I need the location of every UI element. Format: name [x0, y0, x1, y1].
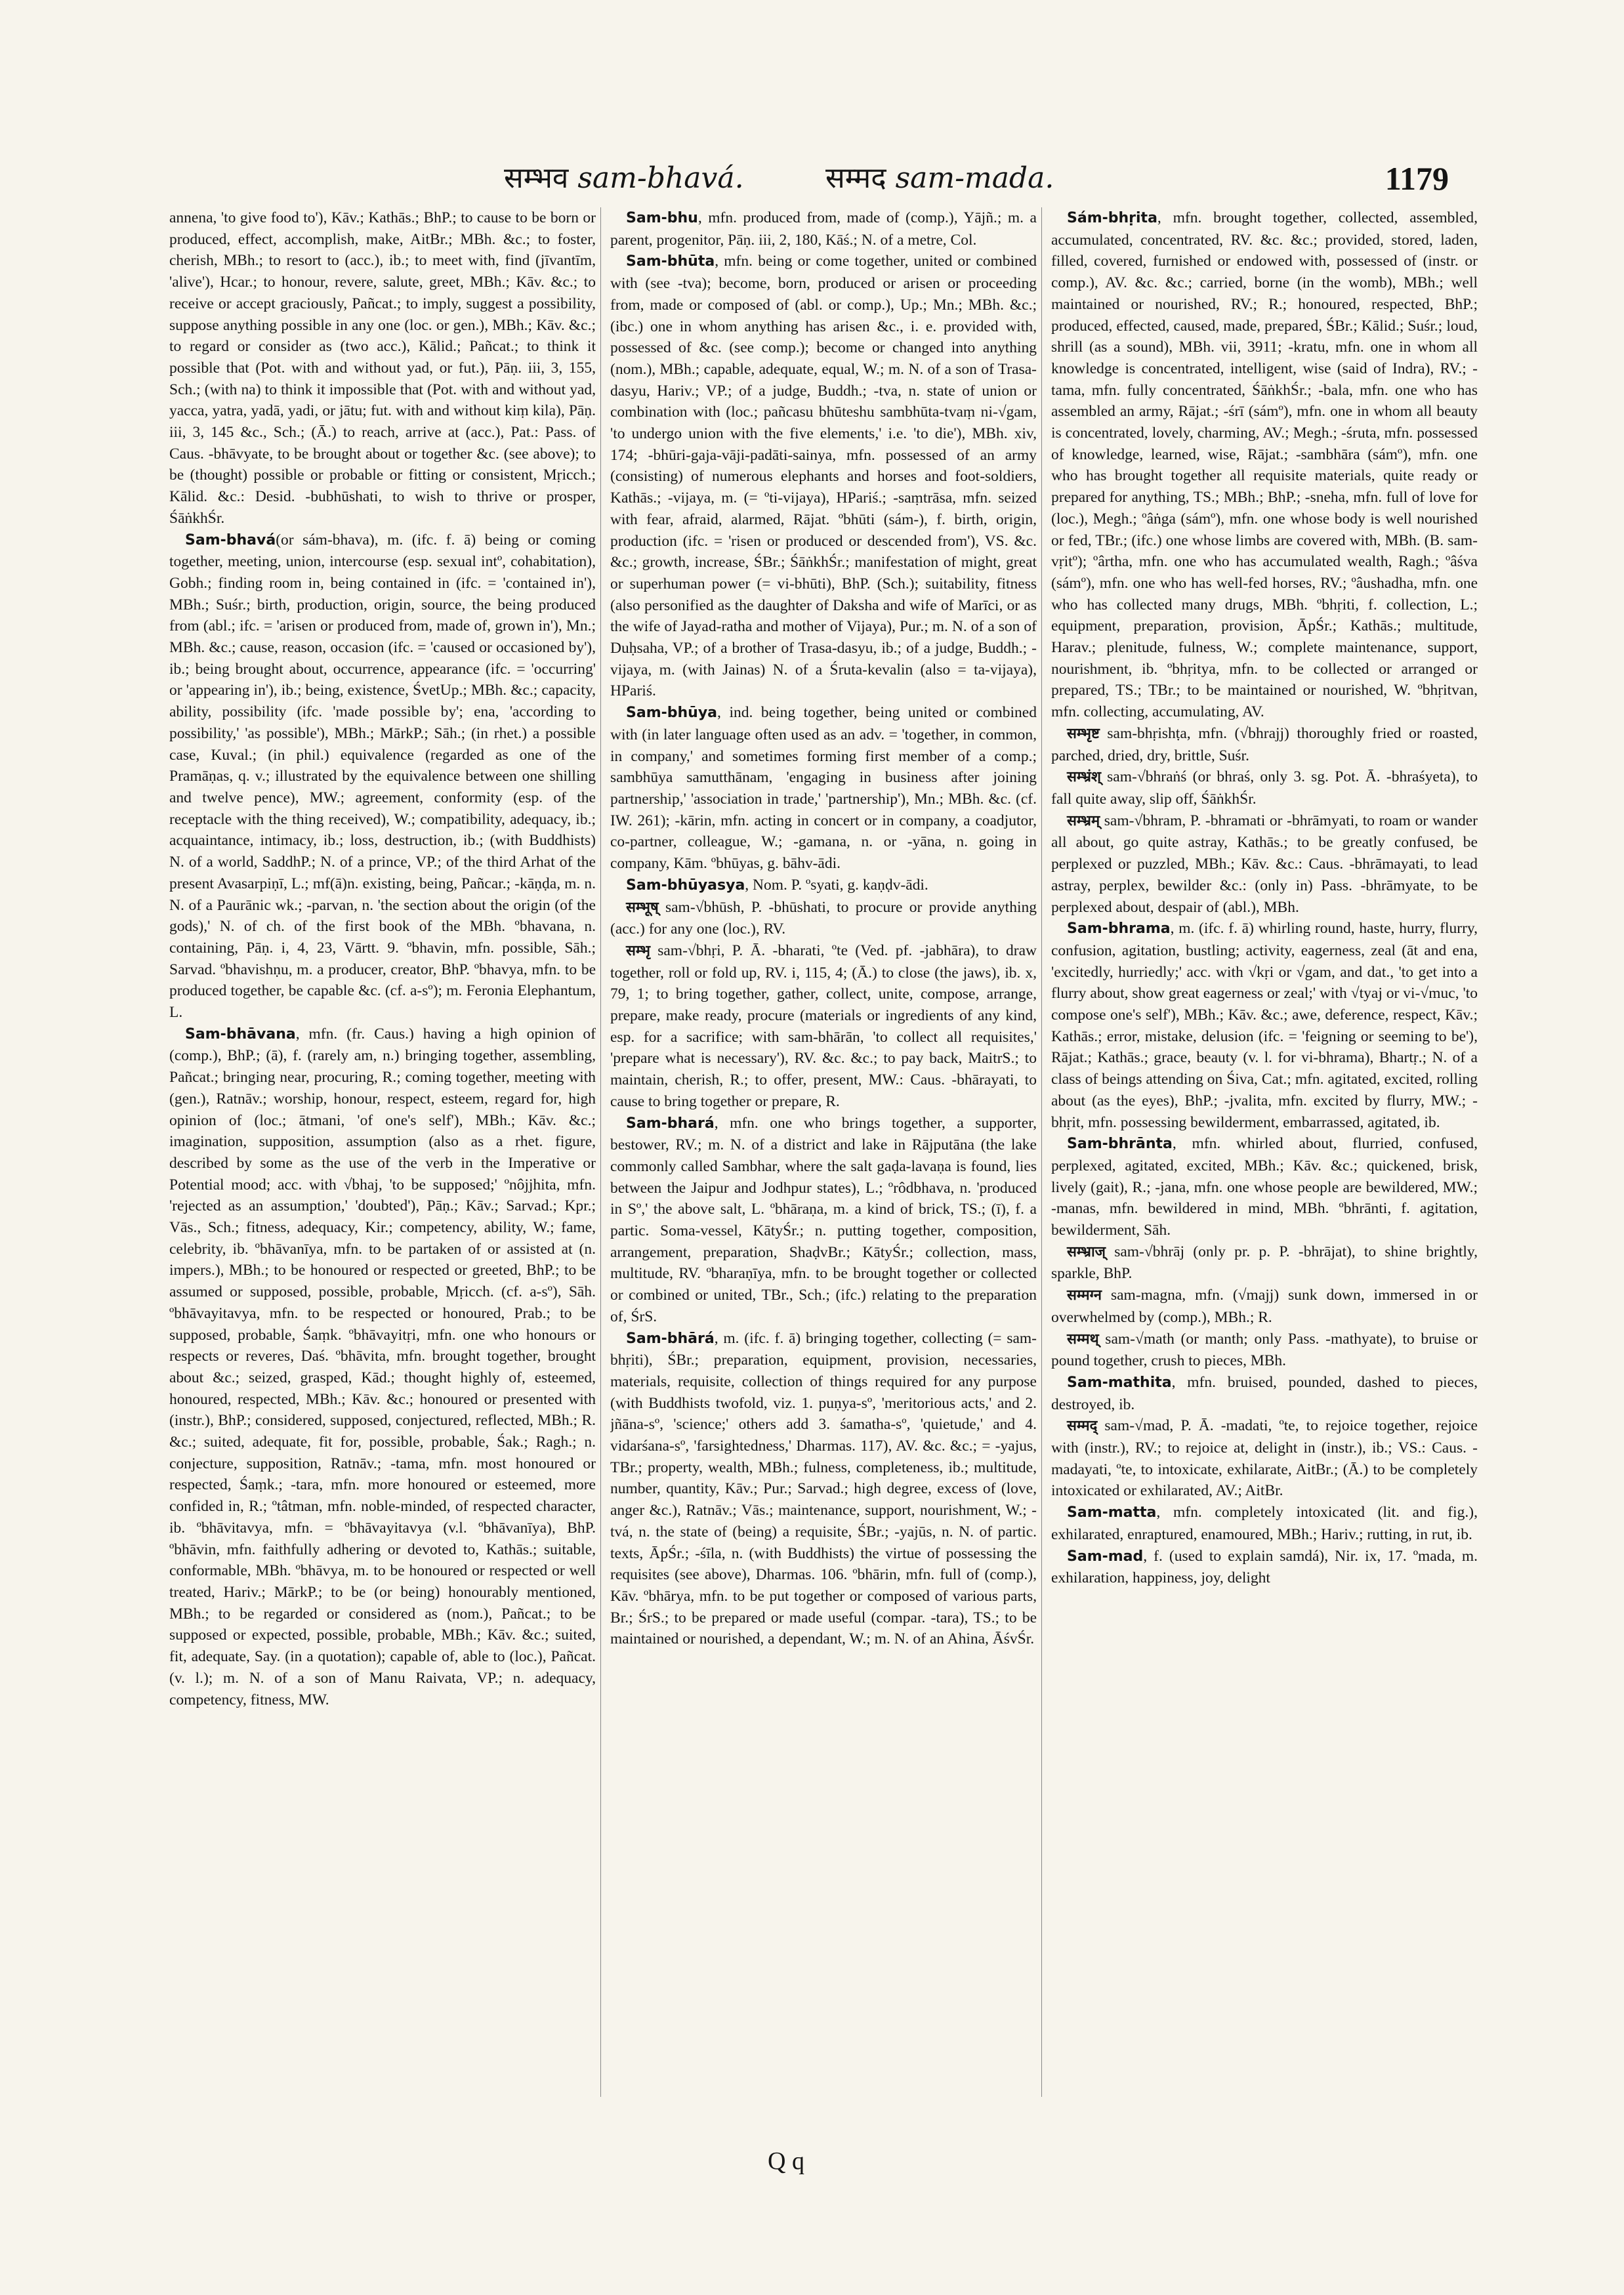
entry-text: , mfn. bruised, pounded, dashed to pieces, destroyed, ib.	[1051, 1373, 1478, 1413]
entry-headword: सम्भ्रंश्	[1067, 769, 1101, 786]
page-signature: Q q	[768, 2147, 804, 2175]
entry-headword: सम्भूष्	[626, 899, 659, 916]
entry-headword: सम्भृष्ट	[1067, 725, 1100, 742]
entry-headword: Sam-bhará	[626, 1115, 715, 1132]
entry-text: sam-√bhram, P. -bhramati or -bhrāmyati, to roam or wander all about, go quite astray, Kathās.; to be greatly confused, be perplexed or puzzled, MBh.; Kāv. &c.: Caus. -bhrāmayati, to lead astray, perplex, bewilder &c.: (only in) Pass. -bhrāmyate, to be perplexed about, despair of (abl.), MBh.	[1051, 812, 1478, 916]
entry-headword: Sam-bhavá	[185, 531, 276, 548]
entry-headword: सम्भ्राज्	[1067, 1243, 1106, 1260]
entry-headword: Sam-bhrānta	[1067, 1136, 1173, 1153]
entry-text: sam-bhṛishṭa, mfn. (√bhrajj) thoroughly fried or roasted, parched, dried, dry, brittle, Suśr.	[1051, 724, 1478, 764]
entry-text: , f. (used to explain samdá), Nir. ix, 17. ºmada, m. exhilaration, happiness, joy, delight	[1051, 1547, 1478, 1587]
entry-headword: Sam-bhūya	[626, 705, 718, 722]
entry-text: , mfn. whirled about, flurried, confused, perplexed, agitated, excited, MBh.; Kāv. &c.; quickened, brisk, lively (gait), R.; -jana, mfn. one whose people are bewildered, MW.; -manas, mfn. bewildered in mind, MBh. ºbhrānti, f. agitation, bewilderment, Sāh.	[1051, 1135, 1478, 1239]
entry-text: , Nom. P. ºsyati, g. kaṇḍv-ādi.	[745, 876, 928, 894]
dictionary-entry	[1051, 1241, 1478, 1285]
dictionary-entry	[169, 1023, 596, 1711]
dictionary-entry	[610, 1113, 1037, 1328]
dictionary-entry	[1051, 1372, 1478, 1415]
entry-text: , mfn. produced from, made of (comp.), Yājñ.; m. a parent, progenitor, Pāṇ. iii, 2, 180, Kāś.; N. of a metre, Col.	[610, 209, 1037, 249]
entry-text: , mfn. one who brings together, a supporter, bestower, RV.; m. N. of a district and lake in Rājputāna (the lake commonly called Sambhar, where the salt gaḍa-lavaṇa is found, lies between the Jaipur and Jodhpur states), L.; ºrôdbhava, n. 'produced in Sº,' the above salt, L. ºbhāraṇa, m. a kind of brick, TS.; (ī), f. a partic. Soma-vessel, KātyŚr.; n. putting together, composition, arrangement, preparation, ShaḍvBr.; KātyŚr.; collection, mass, multitude, RV. ºbharaṇīya, mfn. to be brought together or collected or combined or united, TBr., Sch.; (ifc.) relating to the preparation of, ŚrS.	[610, 1114, 1037, 1325]
dictionary-entry	[1051, 1502, 1478, 1545]
dictionary-entry	[1051, 1133, 1478, 1241]
entry-headword: Sám-bhṛita	[1067, 210, 1157, 226]
entry-headword: सम्भ्रम्	[1067, 812, 1100, 829]
entry-text: (or sám-bhava), m. (ifc. f. ā) being or coming together, meeting, union, intercourse (esp. sexual intº, cohabitation), Gobh.; finding room in, being contained in (ifc. = 'contained in'), MBh.; Suśr.; birth, production, origin, source, the being produced from (abl.; ifc. = 'arisen or produced from, made of, grown in'), Mn.; MBh. &c.; cause, reason, occasion (ifc. = 'caused or occasioned by'), ib.; being brought about, occurrence, appearance (ifc. = 'occurring' or 'appearing in'), ib.; being, existence, ŚvetUp.; MBh. &c.; capacity, ability, possibility (ifc. 'made possible by'; ena, 'according to possibility,' 'as possible'), MBh.; MārkP.; Sāh.; (in rhet.) a possible case, Kuval.; (in phil.) equivalence (regarded as one of the Pramāṇas, q. v.; illustrated by the equivalence between one shilling and twelve pence), MW.; agreement, conformity (esp. of the receptacle with the thing received), W.; compatibility, adequacy, ib.; acquaintance, intimacy, ib.; loss, destruction, ib.; (with Buddhists) N. of a world, SaddhP.; N. of a prince, VP.; of the third Arhat of the present Avasarpiṇī, L.; mf(ā)n. existing, being, Pañcar.; -kāṇḍa, m. n. N. of a Paurānic wk.; -parvan, n. 'the section about the origin (of the gods),' N. of ch. of the first book of the MBh. ºbhavana, n. containing, Pāṇ. i, 4, 23, Vārtt. 9. ºbhavin, mfn. possible, Sāh.; Sarvad. ºbhavishṇu, m. a producer, creator, BhP. ºbhavya, mfn. to be produced together, be capable &c. (cf. a-sº); m. Feronia Elephantum, L.	[169, 531, 596, 1022]
entry-text: , ind. being together, being united or combined with (in later language often used as an adv. = 'together, in common, in company,' and sometimes forming first member of a comp.; sambhūya samutthānam, 'engaging in business after joining partnership,' 'association in trade,' 'partnership'), Mn.; MBh. &c. (cf. IW. 261); -kārin, mfn. acting in concert or in company, a coadjutor, co-partner, colleague, W.; -gamana, n. or -yāna, n. going in company, Kām. ºbhūyas, g. bāhv-ādi.	[610, 704, 1037, 873]
entry-text: , mfn. being or come together, united or combined with (see -tva); become, born, produced or arisen or proceeding from, made or composed of (abl. or comp.), Up.; Mn.; MBh. &c.; (ibc.) one in whom anything has arisen &c., i. e. provided with, possessed of &c. (see comp.); become or changed into anything (nom.), MBh.; capable, adequate, equal, W.; m. N. of a son of Trasa-dasyu, Hariv.; VP.; of a judge, Buddh.; -tva, n. state of union or combination with (loc.; pañcasu bhūteshu sambhūta-tvaṃ ni-√gam, 'to undergo union with the five elements,' i.e. 'to die'), MBh. xiv, 174; -bhūri-gaja-vāji-padāti-sainya, mfn. possessed of an army (consisting) of numerous elephants and horses and foot-soldiers, Kathās.; -vijaya, m. (= ºti-vijaya), HPariś.; -saṃtrāsa, mfn. seized with fear, afraid, alarmed, Rājat. ºbhūti (sám-), f. birth, origin, production (ifc. = 'risen or produced or descended from'), VS. &c. &c.; growth, increase, ŚBr.; ŚāṅkhŚr.; manifestation of might, great or superhuman power (= vi-bhūti), BhP. (Sch.); suitability, fitness (also personified as the daughter of Daksha and wife of Marīci, or as the wife of Jayad-ratha and mother of Vijaya), Pur.; m. N. of a son of Duḥsaha, VP.; of a brother of Trasa-dasyu, ib.; of a judge, Buddh.; -vijaya, m. (with Jainas) N. of a Śruta-kevalin (also = ta-vijaya), HPariś.	[610, 253, 1037, 700]
dictionary-entry	[1051, 810, 1478, 919]
column-2	[610, 207, 1037, 2097]
entry-text: sam-√bhūsh, P. -bhūshati, to procure or provide anything (acc.) for any one (loc.), RV.	[610, 898, 1037, 938]
dictionary-entry	[1051, 766, 1478, 810]
entry-text: annena, 'to give food to'), Kāv.; Kathās.; BhP.; to cause to be born or produced, effect, accomplish, make, AitBr.; MBh. &c.; to foster, cherish, MBh.; to resort to (acc.), ib.; to meet with, find (jīvantīm, 'alive'), Hcar.; to honour, revere, salute, greet, MBh.; Kāv. &c.; to receive or accept graciously, Pañcat.; to imply, suggest a possibility, suppose anything possible in any one (loc. or gen.), MBh.; Kāv. &c.; to regard or consider as (two acc.), Kālid.; Pañcat.; to think it possible that (Pot. with and without yad, or fut.), Pāṇ. iii, 3, 155, Sch.; (with na) to think it impossible that (Pot. with and without yad, yacca, yatra, yadā, yadi, or jātu; fut. with and without kiṃ kila), Pāṇ. iii, 3, 145 &c., Sch.; (Ā.) to reach, arrive at (acc.), Pat.: Pass. of Caus. -bhāvyate, to be brought about or together &c. (see above); to be (thought) possible or probable or fitting or consistent, Mṛicch.; Kālid. &c.: Desid. -bubhūshati, to wish to thrive or prosper, ŚāṅkhŚr.	[169, 209, 596, 527]
entry-text: sam-√bhṛi, P. Ā. -bharati, ºte (Ved. pf. -jabhāra), to draw together, roll or fold up, RV. i, 115, 4; (Ā.) to close (the jaws), ib. x, 79, 1; to bring together, gather, collect, unite, compose, arrange, prepare, make ready, procure (materials or ingredients of any kind, esp. for a sacrifice; with sam-bhārān, 'to collect all requisites,' 'prepare what is necessary'), RV. &c. &c.; to pay back, MaitrS.; to maintain, cherish, R.; to offer, present, MW.: Caus. -bhārayati, to cause to bring together or prepare, R.	[610, 941, 1037, 1110]
entry-headword: सम्मथ्	[1067, 1331, 1099, 1348]
header-mid-headword: सम्मद sam-mada.	[825, 161, 1054, 195]
entry-headword: सम्मद्	[1067, 1418, 1098, 1435]
entry-text: , mfn. completely intoxicated (lit. and fig.), exhilarated, enraptured, enamoured, MBh.; Hariv.; rutting, in rut, ib.	[1051, 1504, 1478, 1543]
entry-headword: Sam-bhārá	[626, 1330, 715, 1347]
dictionary-entry	[169, 207, 596, 529]
dictionary-entry	[610, 875, 1037, 897]
entry-text: , mfn. (fr. Caus.) having a high opinion of (comp.), BhP.; (ā), f. (rarely am, n.) bringing together, assembling, Pañcat.; bringing near, procuring, R.; coming together, meeting with (gen.), Ratnāv.; worship, honour, respect, esteem, regard for, high opinion of (loc.; ātmani, 'of one's self'), MBh.; Kāv. &c.; imagination, supposition, assumption (also as a rhet. figure, described by some as the use of the verb in the Imperative or Potential mood; acc. with √bhaj, 'to be supposed;' ºnôjjhita, mfn. 'rejected as an assumption,' 'doubted'), Pāṇ.; Kāv.; Sarvad.; Kpr.; Vās., Sch.; fitness, adequacy, Kir.; competency, ability, W.; fame, celebrity, ib. ºbhāvanīya, mfn. to be partaken of or assisted at (n. impers.), MBh.; to be honoured or respected or greeted, BhP.; to be assumed or supposed, possible, probable, Mṛicch. (cf. a-sº), Sāh. ºbhāvayitavya, mfn. to be respected or honoured, Prab.; to be supposed, probable, Śaṃk. ºbhāvayitṛi, mfn. one who honours or respects or reveres, Daś. ºbhāvita, mfn. brought together, brought about &c.; seized, grasped, Kād.; thought highly of, esteemed, honoured, respected, MBh.; Kāv. &c.; honoured or presented with (instr.), BhP.; considered, supposed, conjectured, reflected, MBh.; R. &c.; suited, adequate, fit for, possible, probable, Śak.; Ragh.; n. conjecture, supposition, Ratnāv.; -tama, mfn. most honoured or respected, Śaṃk.; -tara, mfn. more honoured or esteemed, more confided in, R.; ºtâtman, mfn. noble-minded, of respected character, ib. ºbhāvitavya, mfn. = ºbhāvayitavya (v.l. ºbhāvanīya), BhP. ºbhāvin, mfn. faithfully adhering or devoted to, Kathās.; suitable, conformable, MBh. ºbhāvya, m. to be honoured or respected or well treated, Hariv.; MārkP.; to be (or being) honourably mentioned, MBh.; to be regarded or considered as (nom.), Pañcat.; to be supposed or expected, possible, probable, MBh.; Kāv. &c.; suited, fit, adequate, Say. (in a quotation); capable of, able to (loc.), Pañcat. (v. l.); m. N. of a son of Manu Raivata, VP.; n. adequacy, competency, fitness, MW.	[169, 1025, 596, 1708]
dictionary-entry	[1051, 1329, 1478, 1372]
entry-headword: सम्मग्न	[1067, 1287, 1102, 1304]
dictionary-entry	[1051, 207, 1478, 723]
dictionary-entry	[1051, 723, 1478, 766]
entry-headword: Sam-bhu	[626, 210, 698, 226]
page-number: 1179	[1385, 160, 1449, 197]
dictionary-entry	[610, 207, 1037, 251]
entry-text: , mfn. brought together, collected, assembled, accumulated, concentrated, RV. &c. &c.; provided, stored, laden, filled, covered, furnished or endowed with, possessed of (instr. or comp.), AV. &c. &c.; carried, borne (in the womb), MBh.; well maintained or nourished, RV.; R.; honoured, respected, BhP.; produced, effected, caused, made, prepared, ŚBr.; Kālid.; Suśr.; loud, shrill (as a sound), MBh. vii, 3911; -kratu, mfn. one in whom all knowledge is concentrated, intelligent, wise (said of Indra), RV.; -tama, mfn. fully concentrated, ŚāṅkhŚr.; -bala, mfn. one who has assembled an army, Rājat.; -śrī (sámº), mfn. one in whom all beauty is concentrated, lovely, charming, AV.; Megh.; -śruta, mfn. possessed of knowledge, learned, wise, Rājat.; -sambhāra (sámº), mfn. one who has brought together all requisite materials, quite ready or prepared for anything, TS.; MBh.; BhP.; -sneha, mfn. full of love for (loc.), Megh.; ºâṅga (sámº), mfn. one whose body is well nourished or fed, TBr.; (ifc.) one whose limbs are covered with, MBh. (B. sam-vṛitº); ºârtha, mfn. one who has accumulated wealth, Ragh.; ºâśva (sámº), mfn. one who has well-fed horses, RV.; ºâushadha, mfn. one who has collected many drugs, MBh. ºbhṛiti, f. collection, L.; equipment, preparation, provision, ĀpŚr.; Kathās.; multitude, Harav.; plenitude, fulness, W.; complete maintenance, support, nourishment, ib. ºbhṛitya, mfn. to be collected or arranged or prepared, TS.; TBr.; to be maintained or nourished, W. ºbhṛitvan, mfn. collecting, accumulating, AV.	[1051, 209, 1478, 721]
dictionary-entry	[1051, 918, 1478, 1133]
dictionary-entry	[1051, 1415, 1478, 1502]
entry-headword: Sam-mad	[1067, 1548, 1144, 1565]
entry-text: sam-√bhrāj (only pr. p. P. -bhrājat), to shine brightly, sparkle, BhP.	[1051, 1243, 1478, 1283]
entry-text: , m. (ifc. f. ā) bringing together, collecting (= sam-bhṛiti), ŚBr.; preparation, equipment, provision, necessaries, materials, requisite, collection of things required for any purpose (with Buddhists twofold, viz. 1. puṇya-sº, 'meritorious acts,' and 2. jñāna-sº, 'science;' others add 3. śamatha-sº, 'quietude,' and 4. vidarśana-sº, 'farsightedness,' Dharmas. 117), AV. &c. &c.; = -yajus, TBr.; property, wealth, MBh.; fulness, completeness, ib.; multitude, number, quantity, Kāv.; Pur.; Sarvad.; high degree, excess of (love, anger &c.), Ratnāv.; Vās.; maintenance, support, nourishment, W.; -tvá, n. the state of (being) a requisite, ŚBr.; -yajūs, n. N. of partic. texts, ĀpŚr.; -śīla, n. (with Buddhists) the virtue of possessing the requisites (see above), Dharmas. 106. ºbhārin, mfn. full of (comp.), Kāv. ºbhārya, mfn. to be put together or composed of various parts, Br.; ŚrS.; to be prepared or made useful (compar. -tara), TS.; to be maintained or nourished, a dependant, W.; m. N. of an Ahina, ĀśvŚr.	[610, 1329, 1037, 1648]
column-1	[169, 207, 596, 2097]
entry-text: sam-magna, mfn. (√majj) sunk down, immersed in or overwhelmed by (comp.), MBh.; R.	[1051, 1287, 1478, 1326]
running-header	[163, 152, 1449, 205]
entry-text: , m. (ifc. f. ā) whirling round, haste, hurry, flurry, confusion, agitation, bustling; activity, eagerness, zeal (āt and ena, 'excitedly, hurriedly;' acc. with √kṛi or √gam, and dat., 'to get into a flurry about, show great eagerness or zeal;' with √tyaj or vi-√muc, 'to compose one's self'), MBh.; Kāv. &c.; awe, deference, respect, Kāv.; Kathās.; error, mistake, delusion (ifc. = 'feigning or seeming to be'), Rājat.; Kathās.; grace, beauty (v. l. for vi-bhrama), Bhartṛ.; N. of a class of beings attending on Śiva, Cat.; mfn. agitated, excited, rolling about (as the eyes), BhP.; -jvalita, mfn. excited by flurry, MW.; -bhṛit, mfn. possessing bewilderment, embarrassed, agitated, ib.	[1051, 920, 1478, 1131]
dictionary-entry	[610, 702, 1037, 875]
entry-headword: Sam-bhūta	[626, 253, 715, 270]
dictionary-entry	[610, 251, 1037, 702]
dictionary-entry	[1051, 1285, 1478, 1328]
entry-headword: Sam-bhūyasya	[626, 877, 745, 894]
column-divider	[1041, 207, 1042, 2097]
entry-headword: सम्भृ	[626, 942, 650, 959]
dictionary-entry	[610, 940, 1037, 1113]
dictionary-entry	[610, 1328, 1037, 1651]
column-3	[1051, 207, 1478, 2097]
dictionary-entry	[1051, 1546, 1478, 1589]
entry-headword: Sam-mathita	[1067, 1374, 1172, 1391]
entry-text: sam-√mad, P. Ā. -madati, ºte, to rejoice together, rejoice with (instr.), RV.; to rejoice at, delight in (instr.), ib.; VS.: Caus. -madayati, ºte, to intoxicate, exhilarate, AitBr.; (Ā.) to be completely intoxicated or exhilarated, AV.; AitBr.	[1051, 1417, 1478, 1500]
entry-text: sam-√math (or manth; only Pass. -mathyate), to bruise or pound together, crush to pieces, MBh.	[1051, 1330, 1478, 1370]
entry-headword: Sam-bhrama	[1067, 920, 1171, 938]
entry-text: sam-√bhraṅś (or bhraś, only 3. sg. Pot. Ā. -bhraśyeta), to fall quite away, slip off, ŚāṅkhŚr.	[1051, 768, 1478, 808]
dictionary-entry	[610, 897, 1037, 940]
column-divider	[600, 207, 601, 2097]
entry-headword: Sam-bhāvana	[185, 1025, 296, 1043]
dictionary-entry	[169, 529, 596, 1023]
header-left-headword: सम्भव sam-bhavá.	[504, 161, 744, 195]
entry-headword: Sam-matta	[1067, 1504, 1157, 1521]
